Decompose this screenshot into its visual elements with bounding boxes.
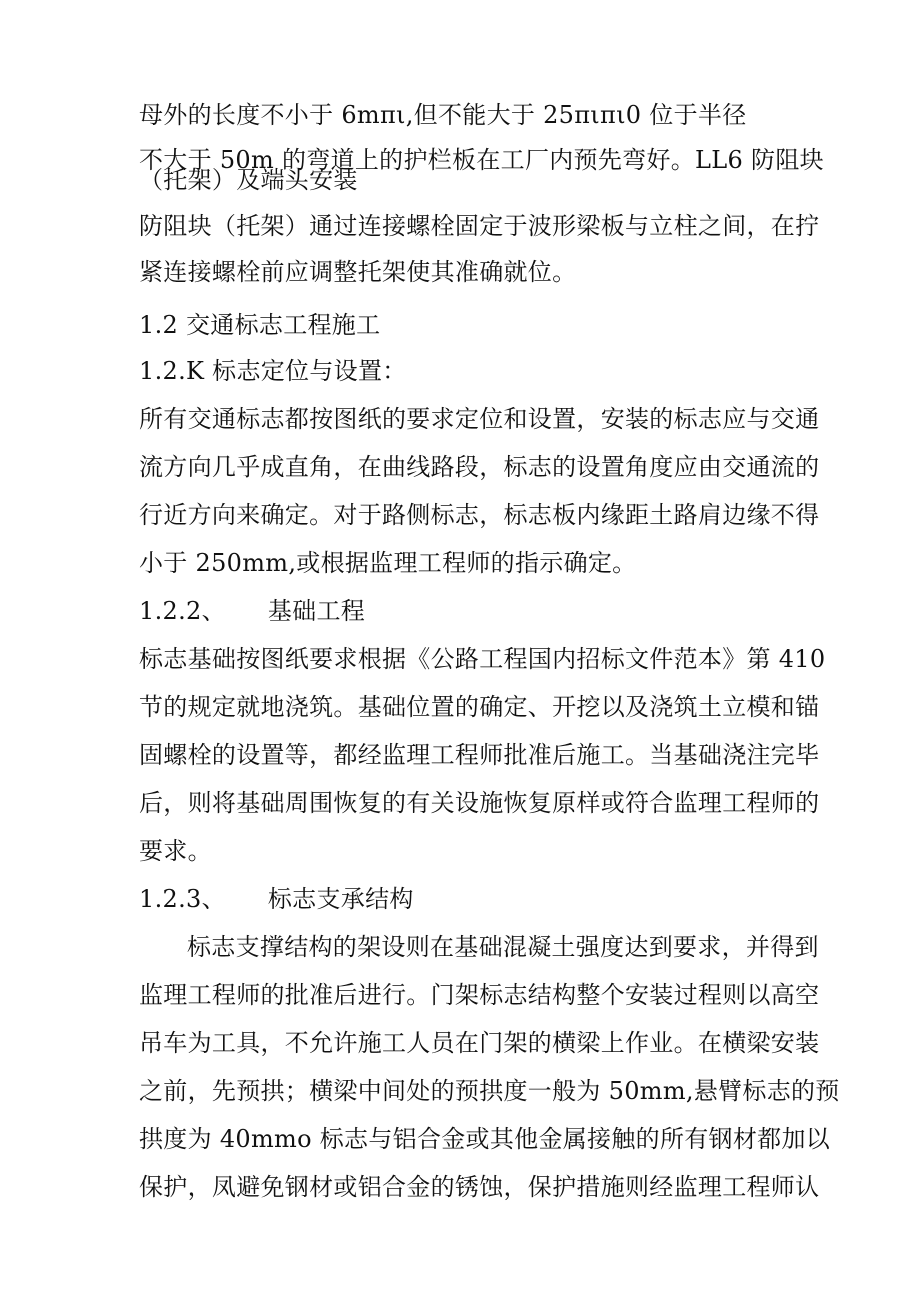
paragraph-line: 所有交通标志都按图纸的要求定位和设置，安装的标志应与交通 <box>139 405 820 433</box>
section-title: 标志支承结构 <box>267 885 414 913</box>
section-title: 基础工程 <box>267 597 366 625</box>
section-heading-1-2-3 <box>139 884 414 914</box>
paragraph-line: 节的规定就地浇筑。基础位置的确定、开挖以及浇筑土立模和锚 <box>139 693 820 721</box>
section-heading-1-2: 1.2 交通标志工程施工 <box>139 311 381 339</box>
paragraph-line: 吊车为工具，不允许施工人员在门架的横梁上作业。在横梁安装 <box>139 1029 820 1057</box>
paragraph-line: （托架）及端头安装 <box>139 166 358 194</box>
paragraph-line: 不大于 50m 的弯道上的护栏板在工厂内预先弯好。LL6 防阻块 <box>139 146 824 174</box>
paragraph-line: 行近方向来确定。对于路侧标志，标志板内缘距土路肩边缘不得 <box>139 501 820 529</box>
paragraph-line: 防阻块（托架）通过连接螺栓固定于波形梁板与立柱之间，在拧 <box>139 212 820 240</box>
paragraph-line: 监理工程师的批准后进行。门架标志结构整个安装过程则以高空 <box>139 981 820 1009</box>
section-number: 1.2.2、 <box>139 597 226 625</box>
section-number: 1.2.3、 <box>139 885 226 913</box>
paragraph-line: 流方向几乎成直角，在曲线路段，标志的设置角度应由交通流的 <box>139 453 820 481</box>
paragraph-line: 要求。 <box>139 837 212 865</box>
paragraph-line: 之前，先预拱；横梁中间处的预拱度一般为 50mm,悬臂标志的预 <box>139 1077 840 1105</box>
paragraph-line: 拱度为 40mmo 标志与铝合金或其他金属接触的所有钢材都加以 <box>139 1125 831 1153</box>
paragraph-line: 母外的长度不小于 6mπι,但不能大于 25πιπι0 位于半径 <box>139 101 747 129</box>
paragraph-line: 紧连接螺栓前应调整托架使其准确就位。 <box>139 258 577 286</box>
paragraph-line: 后，则将基础周围恢复的有关设施恢复原样或符合监理工程师的 <box>139 789 820 817</box>
paragraph-line: 标志支撑结构的架设则在基础混凝土强度达到要求，并得到 <box>187 933 819 961</box>
section-heading-1-2-1: 1.2.K 标志定位与设置： <box>139 357 407 385</box>
paragraph-line: 标志基础按图纸要求根据《公路工程国内招标文件范本》第 410 <box>139 645 826 673</box>
section-heading-1-2-2 <box>139 596 365 626</box>
paragraph-line: 小于 250mm,或根据监理工程师的指示确定。 <box>139 549 637 577</box>
paragraph-line: 保护，凤避免钢材或铝合金的锈蚀，保护措施则经监理工程师认 <box>139 1173 820 1201</box>
paragraph-line: 固螺栓的设置等，都经监理工程师批准后施工。当基础浇注完毕 <box>139 741 820 769</box>
